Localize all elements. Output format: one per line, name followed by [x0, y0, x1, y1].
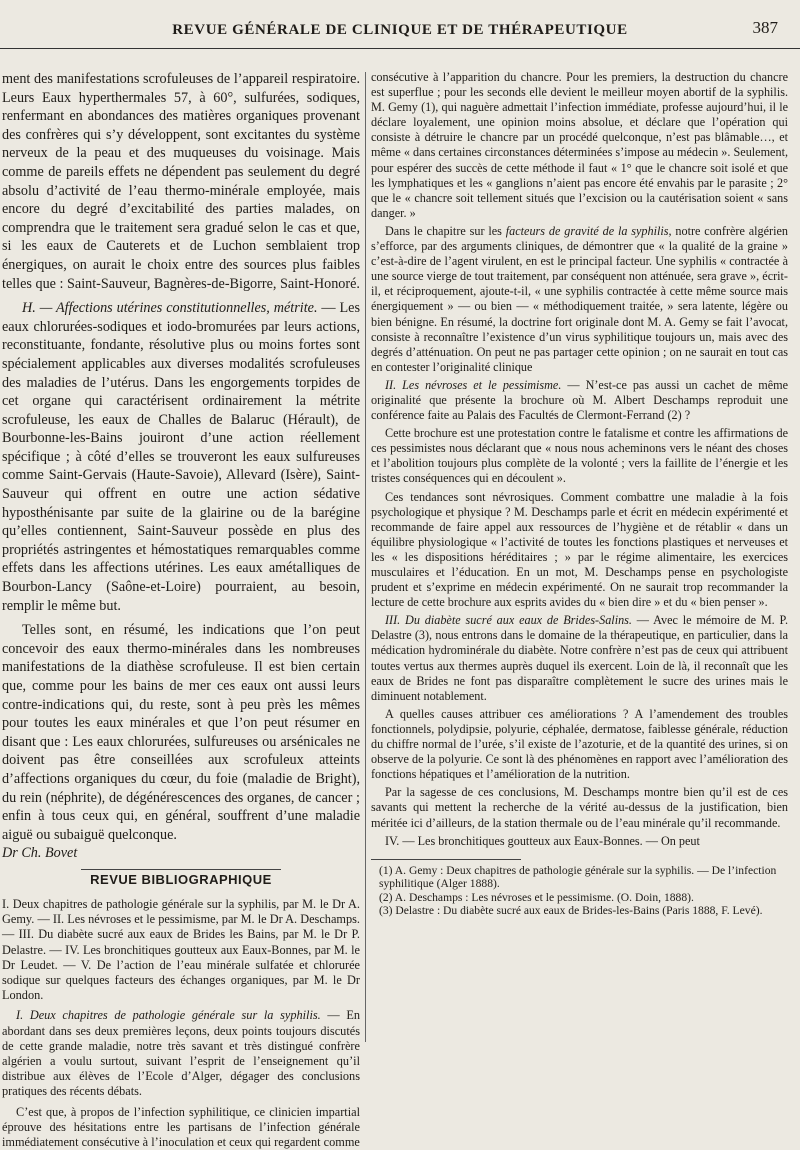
author-signature: Dr Ch. Bovet — [2, 845, 78, 862]
neuroses-text: — N’est-ce pas aussi un cachet de même originalité que présente la brochure où M. Albert Deschamps reproduit une conférence faite au Palais des Facultés de Clermont-Ferrand (2) ? — [371, 377, 789, 423]
footnotes — [371, 864, 788, 918]
footnote-1: (1) A. Gemy : Deux chapitres de pathologie générale sur la syphilis. — De l’infection syphilitique (Alger 1888). — [379, 863, 777, 891]
uterine-text: — Les eaux chlorurées-sodiques et iodo-bromurées par leurs actions, reconstituante, fondante, résolutive plus ou moins fortes sont spécialement applicables aux diverses modalités scrofuleuses des maladies de l’utérus. Dans les engorgements torpides de cet organe qui caractérisent ordinairement la métrite scrofuleuse, les eaux de Challes de Balaruc (Hérault), de Bourbonne-les-Bains jouiront d’une action réellement spécifique ; à côté d’elles se trouveront les eaux sulfureuses comme Saint-Gervais (Haute-Savoie), Allevard (Isère), Saint-Sauveur qui offrent en outre une action sédative hyposthénisante par suite de la glairine ou de la barégine qu’elles contiennent, Saint-Sauveur possède en plus des propriétés astringentes et hémostatiques remarquables comme effets dans les affections utérines. Les eaux amétalliques de Bourbon-Lancy (Saône-et-Loire) pourraient, au besoin, remplir le même but. — [2, 300, 360, 614]
gravity-text-start: Dans le chapitre sur les — [385, 223, 506, 238]
paragraph-summary: Telles sont, en résumé, les indications que l’on peut concevoir des eaux thermo-minérales dans les nombreuses manifestations de la diathèse scrofuleuse. Il est bien certain que, comme pour les bains de mer ces eaux ont aussi leurs contre-indications qui, du reste, sont à peu près les mêmes pour toutes les eaux minérales et que l’on peut résumer en disant que : Les eaux chlorurées, sulfureuses ou arsénicales ne doivent pas être conseillées aux scrofuleux atteints d’affections organiques du cœur, du foie (maladie de Bright), du rein (néphrite), de dégénérescences des organes, de cancer ; enfin à tous ceux qui, en général, souffrent d’une maladie aiguë ou subaiguë quelconque. — [2, 622, 360, 843]
paragraph-scrofula-respiratory: ment des manifestations scrofuleuses de l’appareil respiratoire. Leurs Eaux hyperthermales 57, à 60°, sulfurées, sodiques, renfermant en abondances des matières organiques provenant des confrères qui s’y développent, sont excitantes du système nerveux de la peau et des muqueuses du voisinage. Mais comme de pareils effets ne dépendent pas seulement du degré absolu d’activité de l’eau thermo-minérale employée, mais encore du degré d’excitabilité des parties malades, on comprendra que le traitement sera gradué selon le cas et que, si les eaux de Cauterets et de Luchon semblaient trop énergiques, on aurait le choix entre des sources plus faibles telles que : Saint-Sauveur, Bagnères-de-Bigorre, Saint-Honoré. — [2, 71, 360, 292]
diabetes-text: — Avec le mémoire de M. P. Delastre (3), nous entrons dans le domaine de la thérapeutique, en particulier, dans la médication hydrominérale du diabète. Notre confrère n’est pas de ceux qui attribuent toutes vertus aux thermes auprès duquel ils exercent. Loin de là, il reconnaît que les eaux de Brides ne font pas disparaître complètement le sucre des urines mais le diminuent notablement. — [371, 613, 789, 703]
section-rule — [81, 869, 281, 870]
gravity-heading: facteurs de gravité de la syphilis, — [505, 223, 672, 238]
page-number: 387 — [752, 18, 778, 37]
review-heading-neuroses: II. Les névroses et le pessimisme. — [385, 377, 562, 392]
section-heading-uterine: H. — Affections utérines constitutionnelles, métrite. — [22, 300, 318, 317]
footnote-rule — [371, 859, 521, 860]
paragraph-neuroses — [371, 378, 788, 423]
column-divider — [365, 72, 366, 1042]
paragraph-syphilis-infection: C’est que, à propos de l’infection syphilitique, ce clinicien impartial éprouve des hésitations entre les partisans de l’infection générale immédiatement consécutive à l’inoculation et ceux qui regardent comme — [2, 1104, 360, 1149]
bibliography-summary: I. Deux chapitres de pathologie générale sur la syphilis, par M. le Dr A. Gemy. — II. Les névroses et le pessimisme, par M. le Dr A. Deschamps. — III. Du diabète sucré aux eaux de Brides les Bains, par M. le Dr P. Delastre. — IV. Les bronchitiques goutteux aux Eaux-Bonnes, par M. le Dr Leudet. — V. De l’action de l’eau minérale sulfatée et chlorurée sodique sur quelques facteurs des échanges organiques, par M. le Dr London. — [2, 896, 360, 1003]
paragraph-pessimism: Cette brochure est une protestation contre le fatalisme et contre les affirmations de ces pessimistes nous déclarant que « nous nous acheminons vers le néant des choses et l’abolition toujours plus complète de la volonté ; vers la faillite de l’énergie et les tristes conséquences qui en découlent ». — [371, 426, 788, 486]
running-header — [0, 14, 800, 49]
syphilis-review-text: — En abordant dans ses deux premières leçons, deux points toujours discutés de cette grande maladie, notre très savant et très distingué confrère algérien a voulu surtout, suivant l’esprit de l’enseignement qu’il distribue aux élèves de l’Ecole d’Alger, dégager des conclusions pratiques des récents débats. — [2, 1008, 360, 1099]
paragraph-conclusions: Par la sagesse de ces conclusions, M. Deschamps montre bien qu’il est de ces savants qui mettent la recherche de la vérité au-dessus de la justification, bien méritée ici d’ailleurs, de la station thermale ou de l’eau minérale qu’il recommande. — [371, 785, 788, 830]
review-heading-diabetes: III. Du diabète sucré aux eaux de Brides-Salins. — [385, 613, 632, 628]
paragraph-diabetes — [371, 613, 788, 704]
paragraph-improvements: A quelles causes attribuer ces améliorations ? A l’amendement des troubles fonctionnels, polydipsie, polyurie, céphalée, dermatose, faiblesse générale, réduction du chiffre normal de l’urée, s’il existe de l’azoturie, et de la quantité des urines, si on observe de la polyurie. Ce sont là des phénomènes en rapport avec l’amélioration des fonctions hépatiques et l’amélioration de la nutrition. — [371, 706, 788, 782]
review-heading-syphilis: I. Deux chapitres de pathologie générale sur la syphilis. — [16, 1008, 321, 1023]
paragraph-chancre: consécutive à l’apparition du chancre. Pour les premiers, la destruction du chancre est superflue ; pour les seconds elle devient le meilleur moyen abortif de la syphilis. M. Gemy (1), qui naguère admettait l’infection immédiate, professe aujourd’hui, il le déclare loyalement, une opinion moins absolue, et déclare que l’opération qui consiste à détruire le chancre par un procédé quelconque, n’est pas blâmable…, et même « dans certaines circonstances déterminées s’impose au médecin ». Seulement, pour espérer des succès de cette méthode il faut « 1° que le chancre soit isolé et que les lymphatiques et les « ganglions n’aient pas encore été envahis par le parasite ; 2° que le « chancre soit tellement situés que l’excision ou la cautérisation soient « sans danger. » — [371, 70, 788, 220]
footnote-3: (3) Delastre : Du diabète sucré aux eaux de Brides-les-Bains (Paris 1888, F. Levé). — [379, 903, 763, 917]
paragraph-neurotic-tendencies: Ces tendances sont névrosiques. Comment combattre une maladie à la fois psychologique et physique ? M. Deschamps parle et écrit en médecin expérimenté et recommande de faire appel aux ressources de l’hygiène et de rétablir « dans un équilibre physiologique « l’activité de toutes les fonctions plastiques et nerveuses et les « les dispositions héréditaires ; » par le régime alimentaire, les exercices musculaires et l’éducation. En un mot, M. Deschamps pense en psychologiste prudent et s’exprime en médecin expérimenté. On ne saurait trop recommander la lecture de cette brochure aux esprits avides du « bien dire » et du « bien penser ». — [371, 489, 788, 610]
section-title-bibliography: REVUE BIBLIOGRAPHIQUE — [90, 871, 272, 887]
left-column — [2, 70, 360, 1149]
footnote-2: (2) A. Deschamps : Les névroses et le pessimisme. (O. Doin, 1888). — [379, 890, 694, 904]
paragraph-bronchitis: IV. — Les bronchitiques goutteux aux Eaux-Bonnes. — On peut — [385, 833, 700, 848]
journal-title: REVUE GÉNÉRALE DE CLINIQUE ET DE THÉRAPEUTIQUE — [172, 22, 628, 38]
paragraph-syphilis-review — [2, 1008, 360, 1099]
paragraph-gravity-factors — [371, 224, 788, 375]
paragraph-uterine-affections — [2, 299, 360, 615]
gravity-text: notre confrère algérien s’efforce, par des arguments cliniques, de démontrer que « la qualité de la graine » c’est-à-dire de l’agent virulent, en est le principal facteur. Une syphilis « contractée à une source vierge de tout traitement, par conséquent non atténuée, sera grave », écrit-il, et réciproquement, ajoute-t-il, « une syphilis contractée à cette même source mais énergiquement » — ou bien — « méthodiquement traitée, » sera latente, légère ou bien bénigne. En résumé, la doctrine fort originale dont M. A. Gemy se fait l’avocat, consiste à reconnaître l’existence d’un virus syphilitique toujours un, mais avec des degrés d’atténuation. On peut ne pas partager cette opinion ; on ne saurait en tout cas en contester l’originalité clinique — [371, 223, 788, 374]
right-column — [371, 70, 788, 1042]
